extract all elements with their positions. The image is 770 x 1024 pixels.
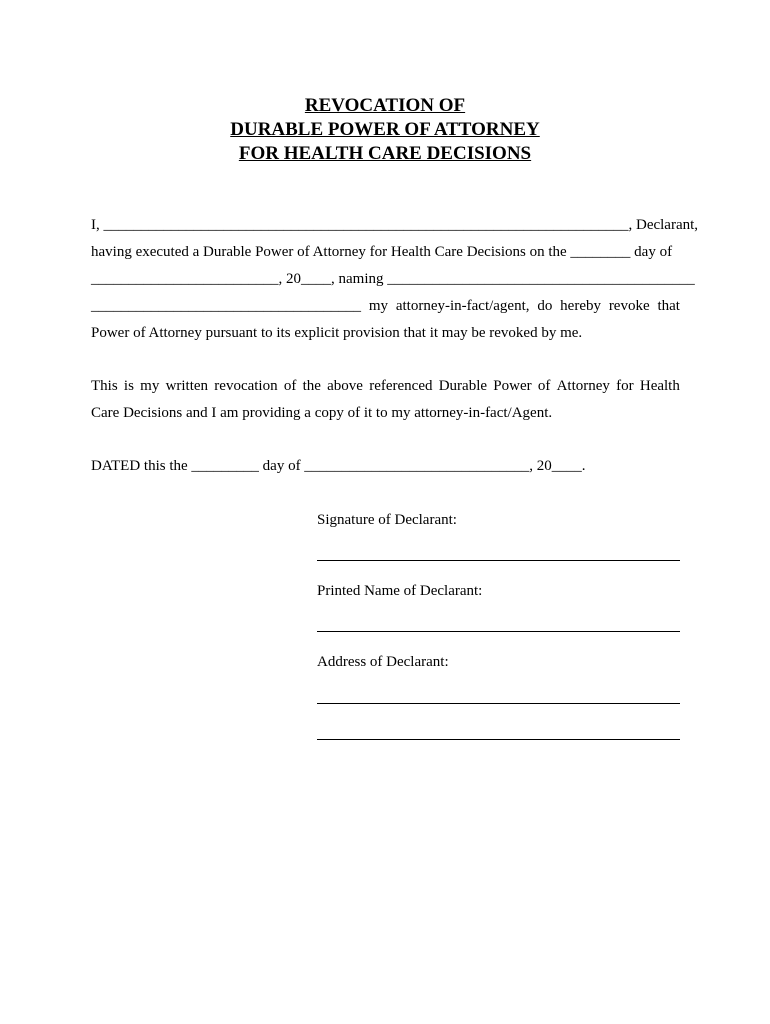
- word: Durable: [438, 378, 488, 394]
- address-label: Address of Declarant:: [317, 654, 449, 670]
- word: This: [91, 378, 118, 394]
- word: my: [368, 298, 388, 314]
- word: is: [123, 378, 134, 394]
- naming-line: _________________________, 20____, naming _________________________________________: [91, 271, 695, 287]
- word: for: [616, 378, 634, 394]
- dated-line: DATED this the _________ day of ______________________________, 20____.: [91, 458, 586, 474]
- document-title-line-3: FOR HEALTH CARE DECISIONS: [238, 143, 532, 164]
- printed-name-line: [317, 631, 680, 632]
- printed-name-label: Printed Name of Declarant:: [317, 583, 483, 599]
- word: do: [537, 298, 553, 314]
- word: revocation: [214, 378, 278, 394]
- word: Attorney: [556, 378, 610, 394]
- agent-blank: ____________________________________: [91, 298, 361, 314]
- signature-line: [317, 560, 680, 561]
- word: hereby: [560, 298, 601, 314]
- document-title-line-1: REVOCATION OF: [304, 95, 466, 116]
- revocation-provision-line: Power of Attorney pursuant to its explicit provision that it may be revoked by me.: [91, 325, 583, 341]
- declarant-name-line: I, ______________________________________________________________________, Declarant,: [91, 217, 699, 233]
- word: Power: [493, 378, 532, 394]
- written-revocation-line-1: [91, 376, 680, 396]
- word: revoke: [608, 298, 650, 314]
- agent-line: [91, 296, 680, 316]
- address-line-1: [317, 703, 680, 704]
- word: attorney-in-fact/agent,: [395, 298, 530, 314]
- word: referenced: [369, 378, 433, 394]
- word: the: [302, 378, 321, 394]
- document-title-line-2: DURABLE POWER OF ATTORNEY: [230, 119, 540, 140]
- word: Health: [639, 378, 680, 394]
- executed-date-line: having executed a Durable Power of Attorney for Health Care Decisions on the ________ day of: [91, 244, 673, 260]
- address-line-2: [317, 739, 680, 740]
- word: written: [165, 378, 209, 394]
- written-revocation-line-2: Care Decisions and I am providing a copy of it to my attorney-in-fact/Agent.: [91, 405, 553, 421]
- signature-label: Signature of Declarant:: [317, 512, 457, 528]
- word: above: [327, 378, 363, 394]
- word: of: [283, 378, 297, 394]
- word: of: [537, 378, 551, 394]
- word: that: [657, 298, 680, 314]
- word: my: [140, 378, 160, 394]
